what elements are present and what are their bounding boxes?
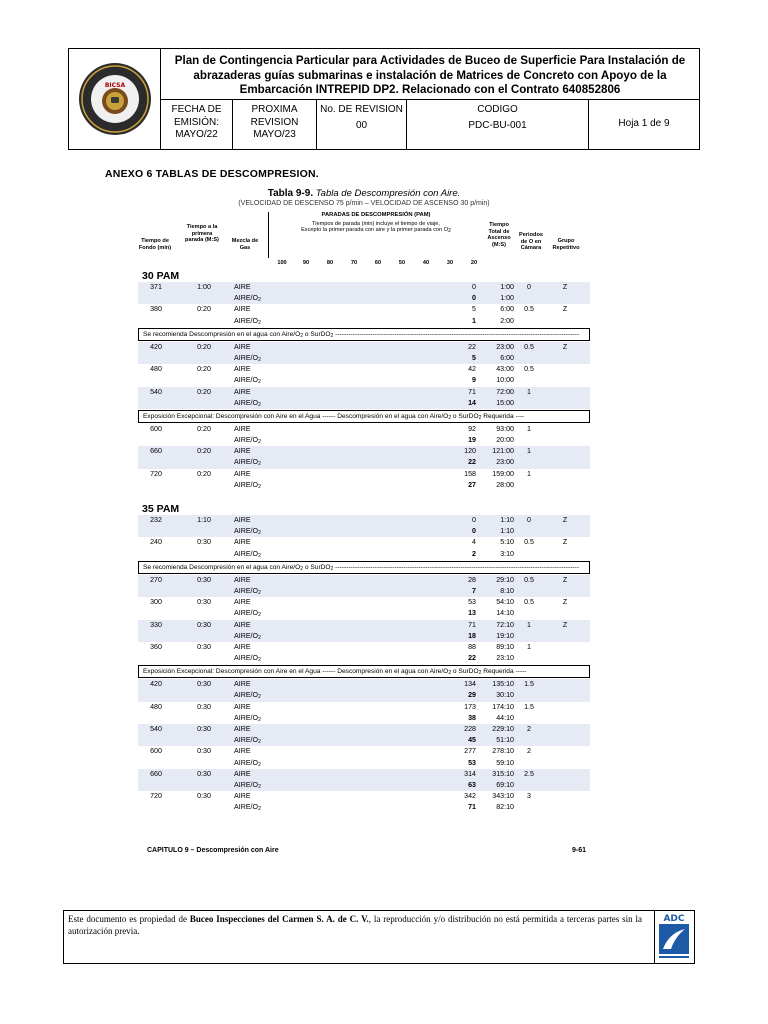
table-row: [138, 608, 590, 619]
depth-header: 70: [350, 260, 358, 266]
cell-gas-mix: AIRE/$O_2$: [234, 549, 261, 559]
table-row: [138, 690, 590, 701]
cell-total-ascent: 6:00: [500, 305, 514, 314]
depth-header: 90: [302, 260, 310, 266]
table-row: [138, 446, 590, 457]
cell-o2-periods: 0.5: [524, 305, 534, 314]
cell-total-ascent: 69:10: [496, 780, 514, 789]
cell-total-ascent: 43:00: [496, 365, 514, 374]
cell-first-stop: 0:30: [197, 620, 211, 629]
table-row: [138, 780, 590, 791]
cell-gas-mix: AIRE/$O_2$: [234, 691, 261, 701]
cell-repetitive-group: Z: [562, 575, 568, 584]
cell-stop-20: 173: [464, 702, 476, 711]
cell-total-ascent: 29:10: [496, 575, 514, 584]
cell-stop-20: 0: [472, 294, 476, 303]
cell-o2-periods: 0: [527, 283, 531, 291]
cell-total-ascent: 10:00: [496, 376, 514, 385]
ownership-text-pre: Este documento es propiedad de: [68, 914, 190, 924]
cell-stop-20: 13: [468, 609, 476, 618]
company-logo-cell: [69, 49, 161, 149]
cell-o2-periods: 1: [527, 387, 531, 396]
cell-o2-periods: 2: [527, 725, 531, 733]
cell-total-ascent: 121:00: [492, 447, 514, 456]
cell-repetitive-group: Z: [562, 283, 568, 291]
cell-gas-mix: AIRE: [234, 447, 251, 456]
cell-stop-20: 63: [468, 780, 476, 789]
table-row: [138, 515, 590, 526]
cell-stop-20: 1: [472, 316, 476, 325]
table-row: [138, 620, 590, 631]
table-row: [138, 631, 590, 642]
table-row: [138, 435, 590, 446]
depth-header: 20: [470, 260, 478, 266]
table-row: [138, 282, 590, 293]
codigo-label: CODIGO: [477, 104, 518, 115]
table-row: [138, 537, 590, 548]
cell-stop-20: 0: [472, 516, 476, 524]
cell-o2-periods: 0.5: [524, 598, 534, 607]
cell-stop-20: 22: [468, 458, 476, 467]
cell-bottom-time: 540: [150, 387, 162, 396]
proxima-label-2: REVISION: [250, 116, 299, 128]
cell-o2-periods: 0: [527, 516, 531, 524]
cell-total-ascent: 54:10: [496, 598, 514, 607]
table-row: [138, 724, 590, 735]
ownership-text: [68, 914, 642, 937]
table-row: [138, 342, 590, 353]
cell-total-ascent: 93:00: [496, 424, 514, 433]
cell-bottom-time: 270: [150, 575, 162, 584]
cell-first-stop: 0:30: [197, 792, 211, 801]
cell-stop-20: 2: [472, 549, 476, 558]
cell-gas-mix: AIRE: [234, 620, 251, 629]
cell-gas-mix: AIRE: [234, 702, 251, 711]
col-paradas-group: [268, 212, 483, 258]
cell-first-stop: 1:00: [197, 283, 211, 291]
table-row: [138, 575, 590, 586]
table-note: Exposición Excepcional: Descompresión con Aire en el Agua ------ Descompresión en el agua con Aire/$O_2$ o SurDO$_2$ Requerida ----: [138, 410, 590, 423]
table-note: Se recomienda Descompresión en el agua con Aire/$O_2$ o SurDO$_2$ ---------------------------------------------------------------------------------------------------------------: [138, 328, 590, 341]
cell-gas-mix: AIRE/$O_2$: [234, 294, 261, 304]
cell-total-ascent: 51:10: [496, 736, 514, 745]
table-row: [138, 746, 590, 757]
cell-repetitive-group: Z: [562, 598, 568, 607]
table-row: [138, 293, 590, 304]
depth-header: 50: [398, 260, 406, 266]
col-periodos: Periodos de O en Cámara: [519, 232, 543, 252]
cell-total-ascent: 82:10: [496, 803, 514, 812]
svg-text:BICSA: BICSA: [104, 82, 125, 89]
cell-first-stop: 0:20: [197, 447, 211, 456]
table-note: Se recomienda Descompresión en el agua con Aire/$O_2$ o SurDO$_2$ ---------------------------------------------------------------------------------------------------------------: [138, 561, 590, 574]
cell-gas-mix: AIRE: [234, 387, 251, 396]
cell-gas-mix: AIRE: [234, 747, 251, 756]
cell-first-stop: 0:30: [197, 680, 211, 689]
cell-gas-mix: AIRE/$O_2$: [234, 480, 261, 490]
cell-first-stop: 0:30: [197, 598, 211, 607]
cell-stop-20: 29: [468, 691, 476, 700]
table-row: [138, 304, 590, 315]
cell-total-ascent: 59:10: [496, 758, 514, 767]
cell-first-stop: 1:10: [197, 516, 211, 524]
cell-repetitive-group: Z: [562, 305, 568, 314]
title-line-1: Plan de Contingencia Particular para Actividades de Buceo de Superficie Para Instalación de: [174, 54, 686, 67]
cell-bottom-time: 480: [150, 365, 162, 374]
cell-bottom-time: 720: [150, 469, 162, 478]
cell-total-ascent: 278:10: [492, 747, 514, 756]
table-subcaption: (VELOCIDAD DE DESCENSO 75 p/min – VELOCIDAD DE ASCENSO 30 p/min): [238, 200, 490, 207]
cell-stop-20: 71: [468, 387, 476, 396]
cell-gas-mix: AIRE/$O_2$: [234, 398, 261, 408]
cell-gas-mix: AIRE/$O_2$: [234, 654, 261, 664]
table-column-headers: [138, 212, 590, 270]
cell-o2-periods: 0.5: [524, 538, 534, 547]
cell-stop-20: 5: [472, 353, 476, 362]
cell-gas-mix: AIRE: [234, 769, 251, 778]
ownership-notice: [63, 910, 695, 964]
cell-bottom-time: 480: [150, 702, 162, 711]
cell-stop-20: 27: [468, 480, 476, 489]
cell-first-stop: 0:20: [197, 305, 211, 314]
fecha-value: MAYO/22: [175, 129, 218, 140]
cell-bottom-time: 380: [150, 305, 162, 314]
table-row: [138, 424, 590, 435]
cell-gas-mix: AIRE/$O_2$: [234, 736, 261, 746]
cell-repetitive-group: Z: [562, 342, 568, 351]
cell-stop-20: 314: [464, 769, 476, 778]
cell-bottom-time: 330: [150, 620, 162, 629]
table-row: [138, 526, 590, 537]
cell-total-ascent: 1:10: [500, 516, 514, 524]
cell-bottom-time: 240: [150, 538, 162, 547]
table-footer-chapter: CAPITULO 9 – Descompresión con Aire: [147, 847, 279, 854]
cell-o2-periods: 1: [527, 642, 531, 651]
cell-bottom-time: 232: [150, 516, 162, 524]
cell-stop-20: 42: [468, 365, 476, 374]
fecha-label-1: FECHA DE: [171, 104, 222, 115]
fecha-emision-cell: [161, 100, 233, 149]
cell-o2-periods: 0.5: [524, 365, 534, 374]
ownership-text-post: , la reproducción y/o distribución no está permitida a terceras partes sin la autorización previa.: [68, 914, 642, 936]
title-line-2: abrazaderas guías submarinas e instalación de Matrices de Concreto con Apoyo de la: [193, 68, 667, 82]
cell-gas-mix: AIRE: [234, 365, 251, 374]
cell-stop-20: 14: [468, 398, 476, 407]
col-grupo: Grupo Repetitivo: [552, 238, 580, 251]
decompression-table: [138, 188, 590, 814]
cell-bottom-time: 371: [150, 283, 162, 291]
codigo-cell: [407, 100, 589, 149]
cell-first-stop: 0:30: [197, 538, 211, 547]
cell-total-ascent: 72:10: [496, 620, 514, 629]
cell-total-ascent: 30:10: [496, 691, 514, 700]
proxima-revision-cell: [233, 100, 317, 149]
table-row: [138, 316, 590, 327]
cell-stop-20: 158: [464, 469, 476, 478]
cell-stop-20: 71: [468, 803, 476, 812]
cell-total-ascent: 15:00: [496, 398, 514, 407]
cell-total-ascent: 1:00: [500, 294, 514, 303]
table-row: [138, 653, 590, 664]
cell-stop-20: 71: [468, 620, 476, 629]
cell-o2-periods: 2.5: [524, 769, 534, 778]
table-row: [138, 375, 590, 386]
table-row: [138, 735, 590, 746]
cell-stop-20: 134: [464, 680, 476, 689]
cell-stop-20: 53: [468, 758, 476, 767]
cell-bottom-time: 360: [150, 642, 162, 651]
cell-gas-mix: AIRE/$O_2$: [234, 527, 261, 537]
hoja-value: Hoja 1 de 9: [618, 118, 670, 129]
depth-header: 40: [422, 260, 430, 266]
cell-o2-periods: 2: [527, 747, 531, 756]
cell-repetitive-group: Z: [562, 538, 568, 547]
cell-stop-20: 53: [468, 598, 476, 607]
cell-first-stop: 0:20: [197, 387, 211, 396]
ownership-company: Buceo Inspecciones del Carmen S. A. de C. V.: [189, 914, 369, 924]
cell-first-stop: 0:30: [197, 642, 211, 651]
cell-gas-mix: AIRE/$O_2$: [234, 316, 261, 326]
cell-stop-20: 228: [464, 725, 476, 733]
paradas-sub-1: Tiempos de parada (min) incluye el tiempo de viaje,: [312, 220, 440, 227]
document-title: [161, 49, 699, 100]
table-row: [138, 597, 590, 608]
revision-value: 00: [355, 119, 368, 131]
adc-logo-icon: [655, 911, 693, 961]
cell-bottom-time: 420: [150, 680, 162, 689]
cell-gas-mix: AIRE: [234, 424, 251, 433]
table-note: Exposición Excepcional: Descompresión con Aire en el Agua ------ Descompresión en el agua con Aire/$O_2$ o SurDO$_2$ Requerida -----: [138, 665, 590, 678]
cell-stop-20: 22: [468, 342, 476, 351]
cell-total-ascent: 135:10: [492, 680, 514, 689]
paradas-title: PARADAS DE DESCOMPRESIÓN (PAM): [321, 212, 431, 218]
table-caption-text: Tabla de Descompresión con Aire.: [313, 188, 461, 199]
table-row: [138, 387, 590, 398]
table-row: [138, 353, 590, 364]
cell-gas-mix: AIRE/$O_2$: [234, 758, 261, 768]
cell-stop-20: 7: [472, 586, 476, 595]
cell-stop-20: 9: [472, 376, 476, 385]
cell-gas-mix: AIRE: [234, 305, 251, 314]
fecha-label-2: EMISIÓN:: [173, 116, 219, 128]
cell-stop-20: 38: [468, 713, 476, 722]
cell-total-ascent: 14:10: [496, 609, 514, 618]
revision-label: No. DE REVISION: [320, 104, 403, 115]
cell-gas-mix: AIRE: [234, 342, 251, 351]
adc-logo-text: ADC: [663, 914, 685, 924]
cell-total-ascent: 19:10: [496, 631, 514, 640]
table-row: [138, 398, 590, 409]
table-row: [138, 549, 590, 560]
cell-o2-periods: 1.5: [524, 680, 534, 689]
cell-bottom-time: 720: [150, 792, 162, 801]
col-mezcla: Mezcla de Gas: [231, 238, 259, 251]
cell-gas-mix: AIRE/$O_2$: [234, 631, 261, 641]
cell-first-stop: 0:20: [197, 342, 211, 351]
depth-header: 60: [374, 260, 382, 266]
cell-total-ascent: 1:10: [500, 527, 514, 536]
cell-gas-mix: AIRE: [234, 792, 251, 801]
depth-header: 80: [326, 260, 334, 266]
depth-header: 30: [446, 260, 454, 266]
title-line-3: Embarcación INTREPID DP2. Relacionado con el Contrato 640852806: [239, 83, 621, 96]
cell-first-stop: 0:30: [197, 747, 211, 756]
cell-gas-mix: AIRE/$O_2$: [234, 353, 261, 363]
codigo-value: PDC-BU-001: [468, 119, 527, 131]
cell-gas-mix: AIRE/$O_2$: [234, 436, 261, 446]
cell-bottom-time: 660: [150, 769, 162, 778]
cell-stop-20: 88: [468, 642, 476, 651]
table-row: [138, 364, 590, 375]
cell-gas-mix: AIRE/$O_2$: [234, 376, 261, 386]
table-caption-number: Tabla 9-9.: [267, 188, 314, 199]
cell-o2-periods: 1: [527, 469, 531, 478]
col-total: Tiempo Total de Ascenso (M:S): [487, 222, 511, 248]
cell-o2-periods: 1: [527, 620, 531, 629]
cell-total-ascent: 174:10: [492, 702, 514, 711]
revision-cell: [317, 100, 407, 149]
depth-section-title: 35 PAM: [142, 503, 180, 515]
cell-bottom-time: 540: [150, 725, 162, 733]
cell-stop-20: 0: [472, 527, 476, 536]
adc-logo-cell: [654, 911, 694, 963]
cell-total-ascent: 23:00: [496, 342, 514, 351]
cell-gas-mix: AIRE: [234, 538, 251, 547]
cell-o2-periods: 1.5: [524, 702, 534, 711]
paradas-sub-2-text: Excepto la primer parada con aire y la primer parada con O: [301, 227, 449, 234]
cell-total-ascent: 3:10: [500, 549, 514, 558]
depth-section-title: 30 PAM: [142, 270, 180, 282]
table-body: [138, 270, 590, 814]
table-row: [138, 469, 590, 480]
cell-stop-20: 4: [472, 538, 476, 547]
table-row: [138, 702, 590, 713]
cell-total-ascent: 23:10: [496, 654, 514, 663]
cell-first-stop: 0:30: [197, 725, 211, 733]
cell-stop-20: 22: [468, 654, 476, 663]
cell-stop-20: 28: [468, 575, 476, 584]
cell-total-ascent: 89:10: [496, 642, 514, 651]
depth-header: 100: [277, 260, 287, 266]
cell-stop-20: 342: [464, 792, 476, 801]
cell-gas-mix: AIRE: [234, 575, 251, 584]
proxima-value: MAYO/23: [253, 129, 296, 140]
table-footer-page: 9-61: [572, 847, 587, 854]
cell-total-ascent: 28:00: [496, 480, 514, 489]
cell-o2-periods: 1: [527, 424, 531, 433]
cell-total-ascent: 2:00: [500, 316, 514, 325]
cell-gas-mix: AIRE: [234, 598, 251, 607]
cell-stop-20: 120: [464, 447, 476, 456]
col-tiempo-fondo: Tiempo de Fondo (min): [138, 238, 172, 251]
cell-gas-mix: AIRE/$O_2$: [234, 713, 261, 723]
cell-gas-mix: AIRE: [234, 469, 251, 478]
cell-total-ascent: 23:00: [496, 458, 514, 467]
paradas-sub-2: Excepto la primer parada con aire y la primer parada con $O_2$: [301, 227, 451, 235]
table-row: [138, 457, 590, 468]
cell-stop-20: 277: [464, 747, 476, 756]
hoja-cell: [589, 100, 699, 149]
cell-gas-mix: AIRE/$O_2$: [234, 458, 261, 468]
cell-stop-20: 18: [468, 631, 476, 640]
cell-gas-mix: AIRE: [234, 516, 251, 524]
cell-first-stop: 0:20: [197, 365, 211, 374]
cell-total-ascent: 72:00: [496, 387, 514, 396]
table-row: [138, 679, 590, 690]
cell-stop-20: 45: [468, 736, 476, 745]
cell-total-ascent: 1:00: [500, 283, 514, 291]
cell-total-ascent: 229:10: [492, 725, 514, 733]
anexo-title: ANEXO 6 TABLAS DE DESCOMPRESION.: [105, 168, 319, 180]
cell-stop-20: 5: [472, 305, 476, 314]
cell-total-ascent: 6:00: [500, 353, 514, 362]
cell-total-ascent: 5:10: [500, 538, 514, 547]
cell-gas-mix: AIRE/$O_2$: [234, 780, 261, 790]
table-row: [138, 758, 590, 769]
cell-total-ascent: 44:10: [496, 713, 514, 722]
cell-o2-periods: 1: [527, 447, 531, 456]
table-caption: [138, 188, 590, 199]
table-row: [138, 480, 590, 491]
cell-total-ascent: 8:10: [500, 586, 514, 595]
cell-gas-mix: AIRE: [234, 725, 251, 733]
cell-gas-mix: AIRE/$O_2$: [234, 586, 261, 596]
cell-first-stop: 0:30: [197, 575, 211, 584]
table-row: [138, 713, 590, 724]
cell-total-ascent: 159:00: [492, 469, 514, 478]
document-header: [68, 48, 700, 150]
cell-gas-mix: AIRE: [234, 642, 251, 651]
cell-stop-20: 19: [468, 436, 476, 445]
cell-first-stop: 0:20: [197, 424, 211, 433]
cell-stop-20: 0: [472, 283, 476, 291]
cell-bottom-time: 420: [150, 342, 162, 351]
depth-headers: [268, 260, 482, 268]
cell-gas-mix: AIRE: [234, 283, 251, 291]
table-row: [138, 802, 590, 813]
company-seal-icon: [77, 61, 153, 137]
proxima-label-1: PROXIMA: [251, 104, 298, 115]
cell-first-stop: 0:20: [197, 469, 211, 478]
cell-gas-mix: AIRE/$O_2$: [234, 609, 261, 619]
cell-bottom-time: 600: [150, 424, 162, 433]
cell-total-ascent: 20:00: [496, 436, 514, 445]
cell-o2-periods: 0.5: [524, 575, 534, 584]
cell-o2-periods: 3: [527, 792, 531, 801]
cell-first-stop: 0:30: [197, 769, 211, 778]
table-row: [138, 586, 590, 597]
cell-total-ascent: 315:10: [492, 769, 514, 778]
cell-bottom-time: 660: [150, 447, 162, 456]
cell-gas-mix: AIRE: [234, 680, 251, 689]
cell-o2-periods: 0.5: [524, 342, 534, 351]
cell-gas-mix: AIRE/$O_2$: [234, 803, 261, 813]
cell-total-ascent: 343:10: [492, 792, 514, 801]
cell-stop-20: 92: [468, 424, 476, 433]
table-row: [138, 769, 590, 780]
cell-repetitive-group: Z: [562, 516, 568, 524]
cell-bottom-time: 600: [150, 747, 162, 756]
col-primera-parada: Tiempo a la primera parada (M:S): [185, 224, 219, 244]
table-row: [138, 791, 590, 802]
cell-bottom-time: 300: [150, 598, 162, 607]
cell-repetitive-group: Z: [562, 620, 568, 629]
cell-first-stop: 0:30: [197, 702, 211, 711]
table-row: [138, 642, 590, 653]
